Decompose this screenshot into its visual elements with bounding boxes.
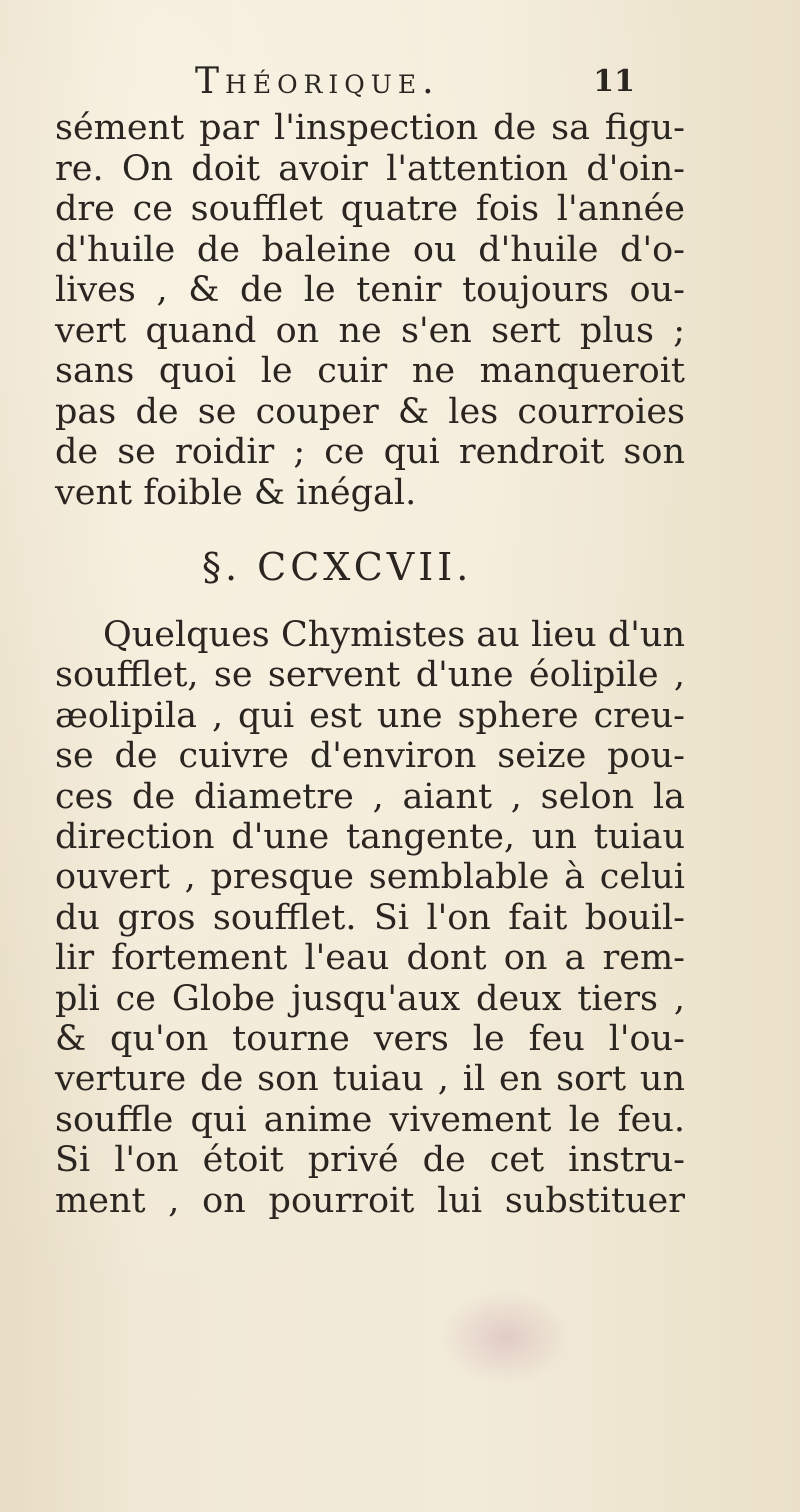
page-header [195,62,635,102]
text-line: direction d'une tangente, un tuiau [55,817,685,858]
text-line: ouvert , presque semblable à celui [55,857,685,898]
text-line: ces de diametre , aiant , selon la [55,776,685,817]
text-line: vent foible & inégal. [55,472,417,513]
text-line: Si l'on étoit privé de cet instru- [55,1140,685,1181]
text-line: pas de se couper & les courroies [55,391,685,432]
text-line: soufflet, se servent d'une éolipile , [55,655,685,696]
section-heading: §. CCXCVII. [202,545,473,589]
paragraph-2 [55,615,685,1221]
text-line: re. On doit avoir l'attention d'oin- [55,148,685,189]
text-line: ment , on pourroit lui substituer [55,1180,685,1221]
text-line: lir fortement l'eau dont on a rem- [55,938,685,979]
text-line: souffle qui anime vivement le feu. [55,1099,685,1140]
text-line: sément par l'inspection de sa figu- [55,108,685,148]
text-line: pli ce Globe jusqu'aux deux tiers , [55,978,685,1019]
text-line: sans quoi le cuir ne manqueroit [55,351,685,391]
text-line: de se roidir ; ce qui rendroit son [55,432,685,472]
text-line: vert quand on ne s'en sert plus ; [55,310,685,351]
text-line: Quelques Chymistes au lieu d'un [103,615,685,655]
paragraph-1 [55,108,685,513]
text-line: lives , & de le tenir toujours ou- [55,270,685,310]
text-line: se de cuivre d'environ seize pou- [55,736,685,777]
text-line: & qu'on tourne vers le feu l'ou- [55,1019,685,1060]
text-line: du gros soufflet. Si l'on fait bouil- [55,897,685,938]
running-head: Théorique. [195,61,440,102]
page-number: 11 [593,64,635,99]
text-line: d'huile de baleine ou d'huile d'o- [55,229,685,270]
paper-stain [440,1290,570,1385]
text-line: æolipila , qui est une sphere creu- [55,695,685,736]
text-line: verture de son tuiau , il en sort un [55,1059,685,1100]
text-line: dre ce soufflet quatre fois l'année [55,189,685,229]
